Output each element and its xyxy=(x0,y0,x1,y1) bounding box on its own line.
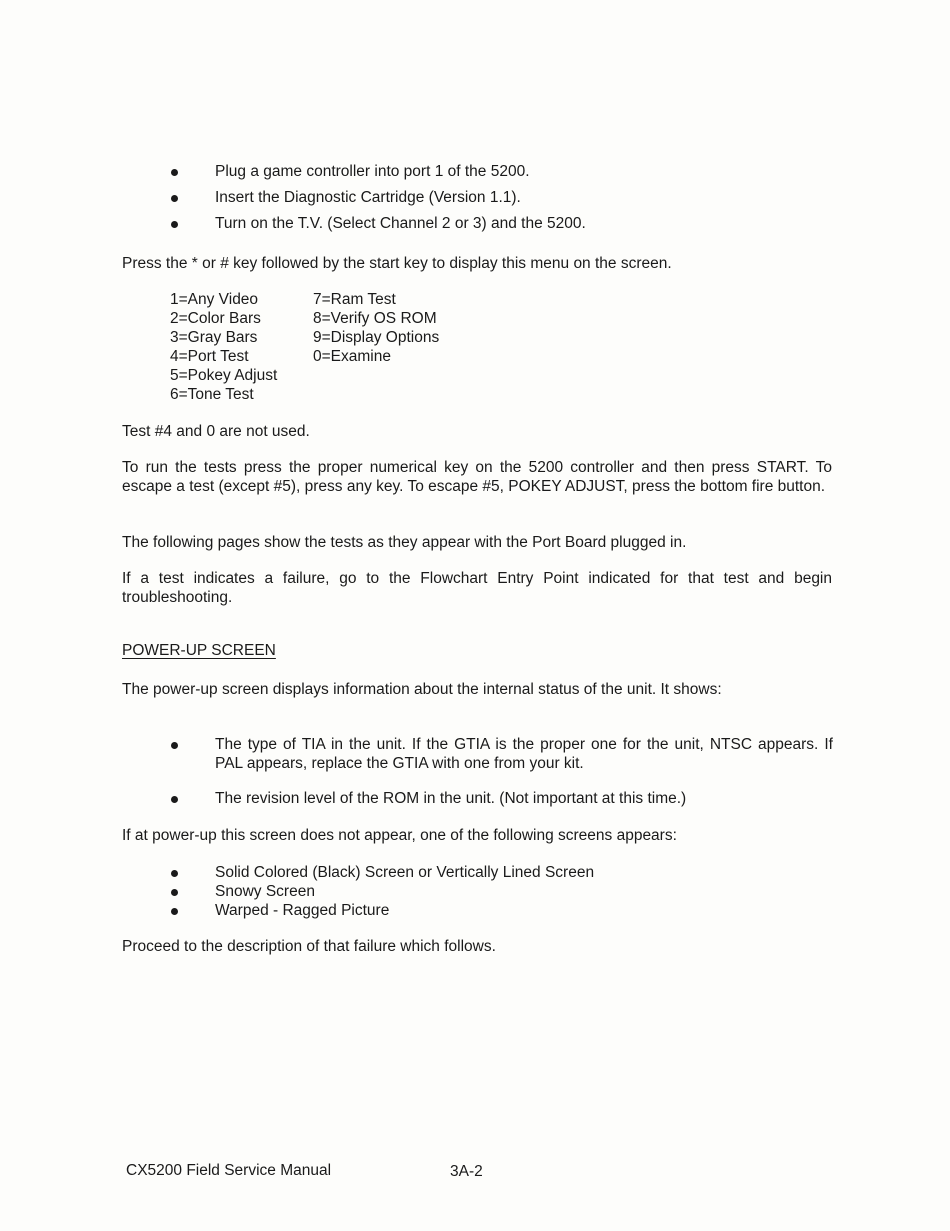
bullet-icon xyxy=(171,870,178,877)
intro-bullet-list xyxy=(165,162,586,240)
bullet-icon xyxy=(171,742,178,749)
menu-item: 1=Any Video xyxy=(170,291,259,308)
menu-item: 2=Color Bars xyxy=(170,310,261,327)
bullet-icon xyxy=(171,195,178,202)
footer-manual-title: CX5200 Field Service Manual xyxy=(126,1162,332,1179)
bullet-text: Turn on the T.V. (Select Channel 2 or 3) and the 5200. xyxy=(215,215,586,232)
bullet-text: Snowy Screen xyxy=(215,883,315,900)
footer-page-number: 3A-2 xyxy=(450,1163,483,1180)
menu-item: 0=Examine xyxy=(313,348,391,365)
run-instructions: To run the tests press the proper numerical key on the 5200 controller and then press START. To escape a test (except #5), press any key. To escape #5, POKEY ADJUST, press the bottom fire button. xyxy=(122,459,832,495)
menu-column-1 xyxy=(170,290,313,404)
menu-item: 6=Tone Test xyxy=(170,386,254,403)
list-item xyxy=(165,214,586,240)
bullet-icon xyxy=(171,796,178,803)
bullet-text: Warped - Ragged Picture xyxy=(215,902,390,919)
proceed-note: Proceed to the description of that failure which follows. xyxy=(122,938,496,955)
menu-item: 3=Gray Bars xyxy=(170,329,258,346)
bullet-text: Insert the Diagnostic Cartridge (Version 1.1). xyxy=(215,189,521,206)
section-heading: POWER-UP SCREEN xyxy=(122,642,276,659)
powerup-intro: The power-up screen displays information about the internal status of the unit. It shows: xyxy=(122,681,722,698)
menu-item: 5=Pokey Adjust xyxy=(170,367,278,384)
failure-intro: If at power-up this screen does not appear, one of the following screens appears: xyxy=(122,827,677,844)
unused-tests-note: Test #4 and 0 are not used. xyxy=(122,423,310,440)
failure-note: If a test indicates a failure, go to the Flowchart Entry Point indicated for that test and begin troubleshooting. xyxy=(122,570,832,606)
menu-item: 8=Verify OS ROM xyxy=(313,310,437,327)
bullet-text: Plug a game controller into port 1 of the 5200. xyxy=(215,163,530,180)
failure-screens-list xyxy=(165,863,594,920)
port-board-note: The following pages show the tests as they appear with the Port Board plugged in. xyxy=(122,534,687,551)
list-item xyxy=(165,188,586,214)
bullet-icon xyxy=(171,889,178,896)
list-item xyxy=(165,901,594,920)
list-item xyxy=(165,162,586,188)
list-item xyxy=(165,863,594,882)
bullet-icon xyxy=(171,169,178,176)
powerup-bullet-list xyxy=(165,735,833,808)
list-item xyxy=(165,735,833,773)
bullet-icon xyxy=(171,221,178,228)
menu-column-2 xyxy=(313,290,439,404)
test-menu xyxy=(170,290,439,404)
bullet-icon xyxy=(171,908,178,915)
list-item xyxy=(165,882,594,901)
menu-item: 7=Ram Test xyxy=(313,291,396,308)
bullet-text: The type of TIA in the unit. If the GTIA is the proper one for the unit, NTSC appears. If PAL appears, replace the GTIA with one from your kit. xyxy=(215,736,833,772)
menu-intro: Press the * or # key followed by the start key to display this menu on the screen. xyxy=(122,255,672,272)
bullet-text: Solid Colored (Black) Screen or Vertically Lined Screen xyxy=(215,864,595,881)
bullet-text: The revision level of the ROM in the unit. (Not important at this time.) xyxy=(215,790,687,807)
menu-item: 9=Display Options xyxy=(313,329,440,346)
menu-item: 4=Port Test xyxy=(170,348,249,365)
list-item xyxy=(165,789,833,808)
